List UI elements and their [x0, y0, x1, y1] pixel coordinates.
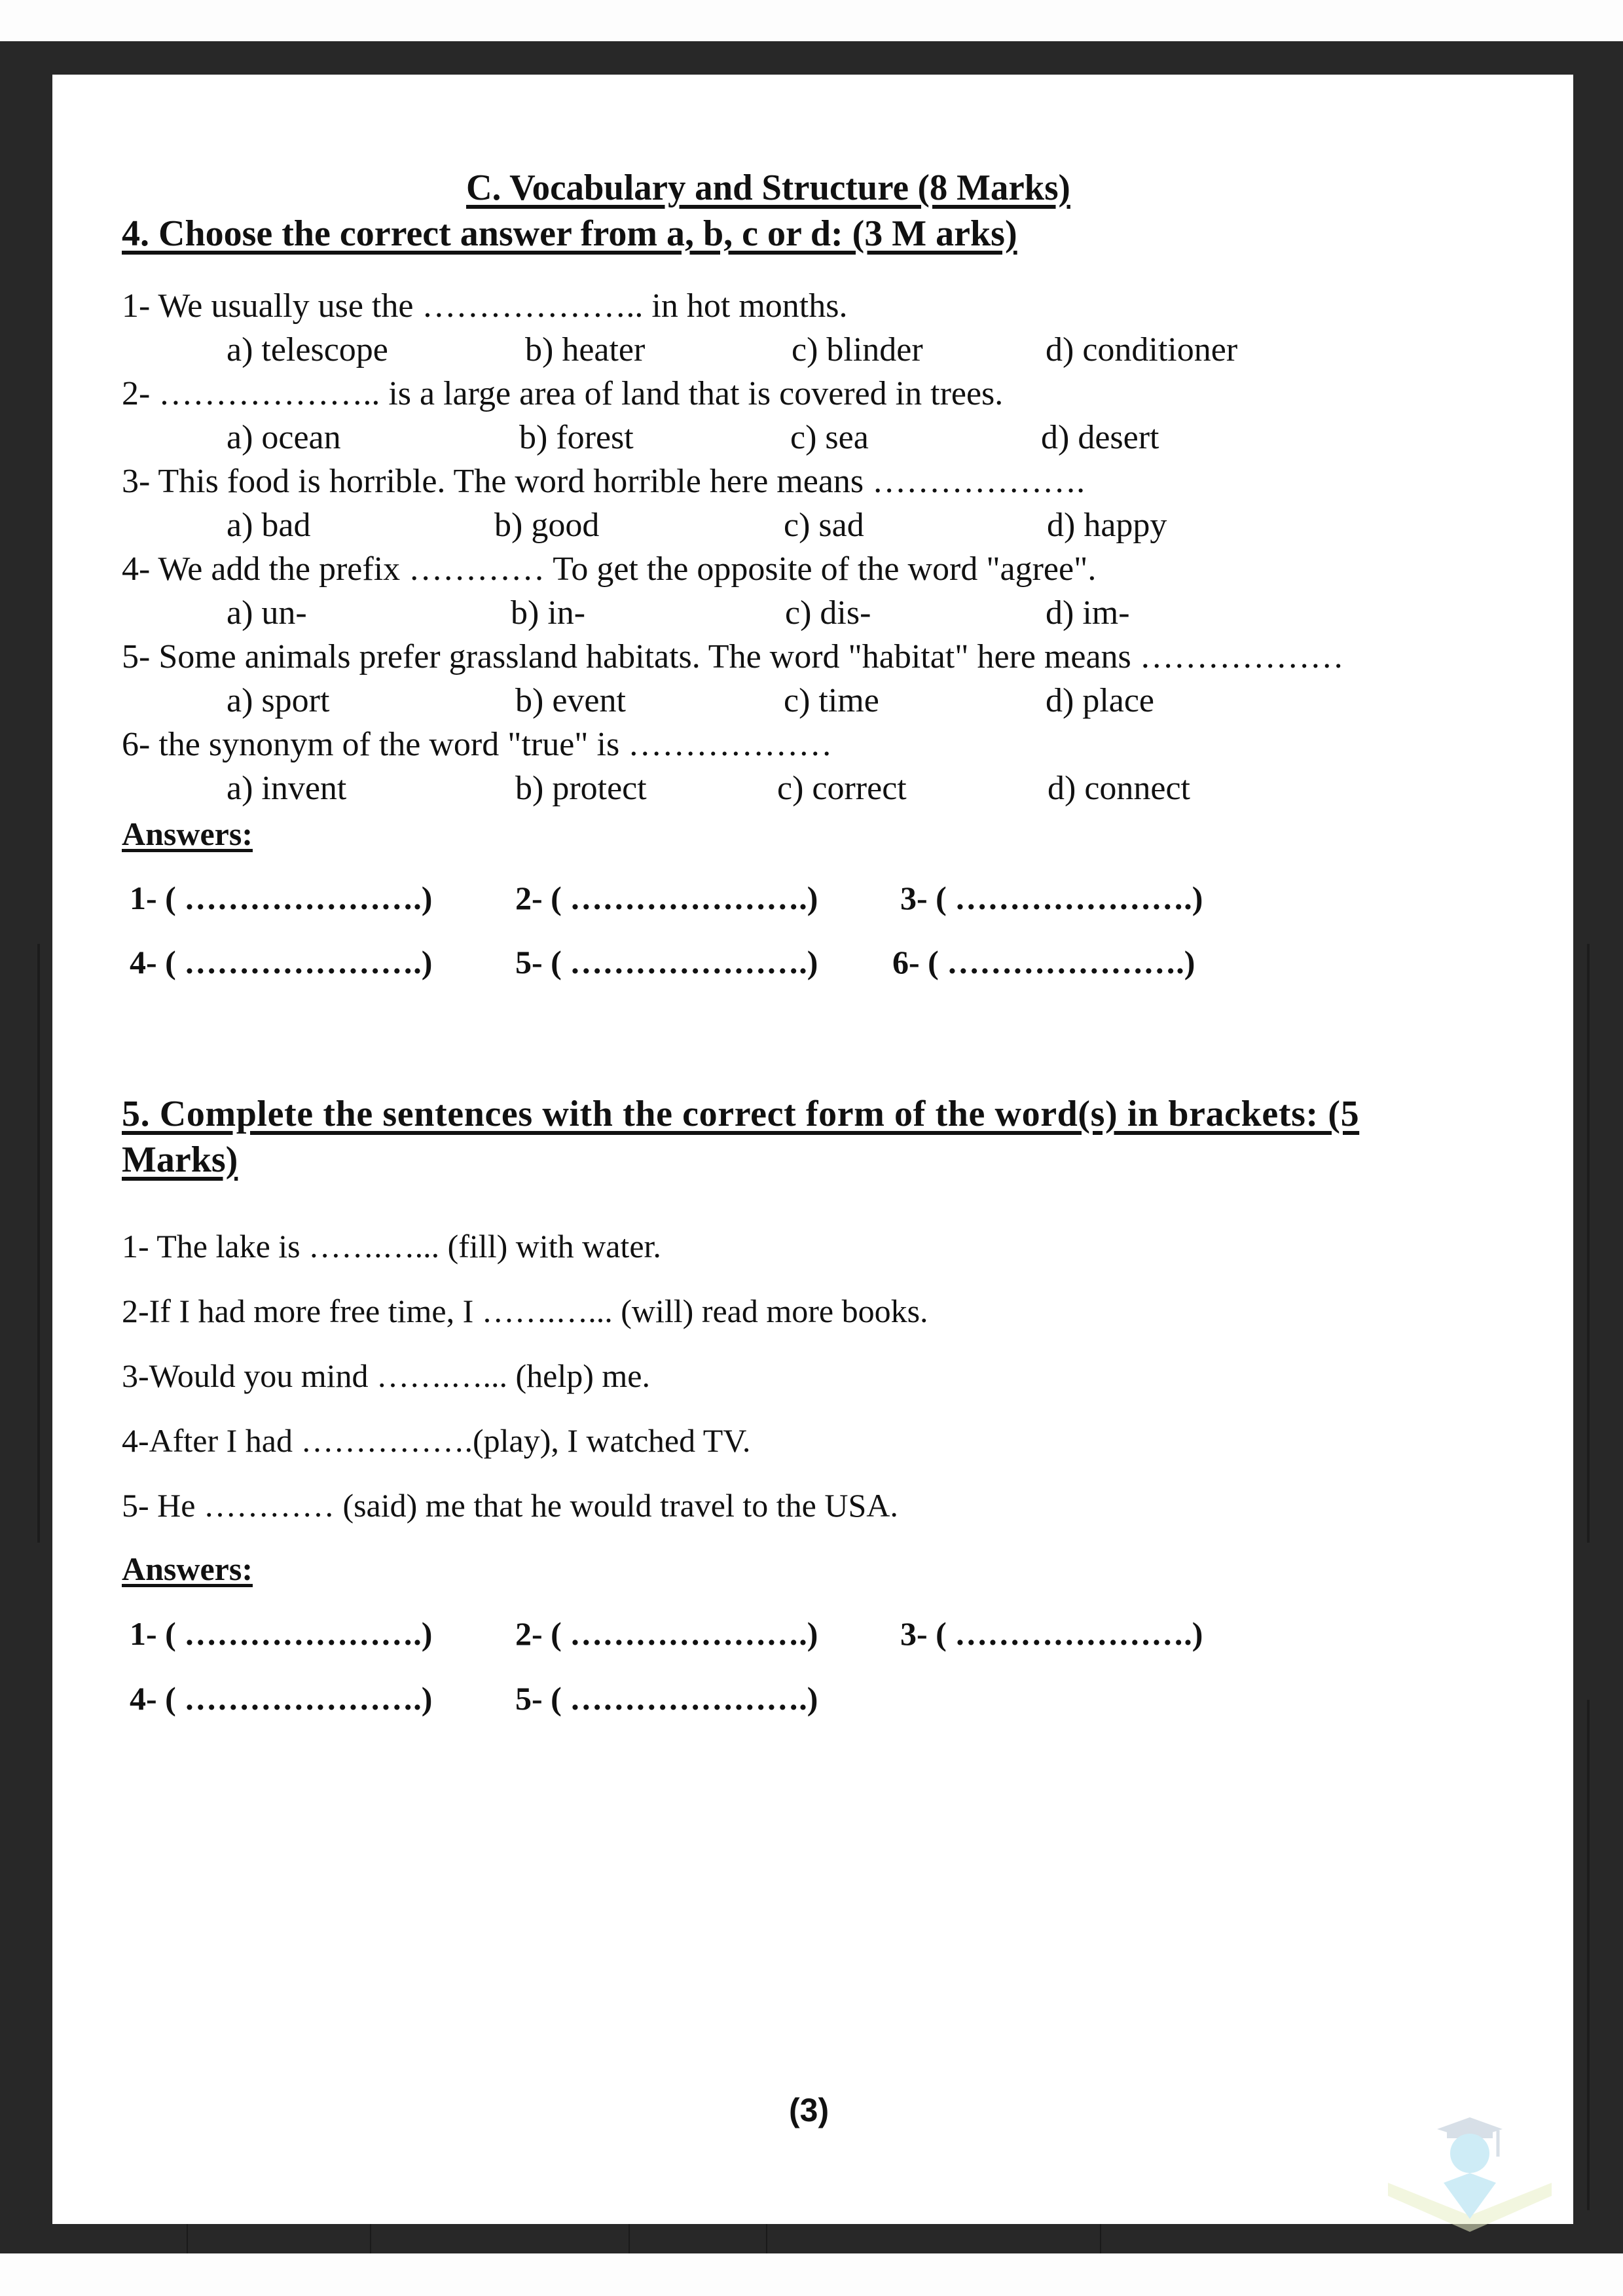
answer-slot-5[interactable]: 5- ( ………………….)	[515, 944, 818, 980]
frame-divider-right	[1587, 944, 1590, 1543]
frame-divider-bottom	[370, 2224, 371, 2253]
question-4-1: 1- We usually use the ……………….. in hot months.	[122, 287, 848, 325]
option-a: a) un-	[227, 594, 307, 632]
answer-slot-2[interactable]: 2- ( ………………….)	[515, 880, 818, 916]
frame-divider-left	[37, 944, 40, 1543]
option-c: c) time	[784, 682, 879, 719]
option-d: d) place	[1046, 682, 1155, 719]
answer-slot-1[interactable]: 1- ( ………………….)	[130, 880, 433, 916]
question-4-5: 5- Some animals prefer grassland habitats. The word "habitat" here means ………………	[122, 638, 1344, 675]
answer-slot-1[interactable]: 1- ( ………………….)	[130, 1615, 433, 1652]
question-4-3: 3- This food is horrible. The word horrible here means ……………….	[122, 463, 1085, 500]
option-c: c) sea	[790, 419, 869, 456]
answer-slot-4[interactable]: 4- ( ………………….)	[130, 944, 433, 980]
option-b: b) good	[494, 507, 600, 544]
option-a: a) invent	[227, 770, 347, 807]
option-b: b) event	[515, 682, 626, 719]
question-5-heading-cont: Marks)	[122, 1139, 238, 1180]
question-4-4: 4- We add the prefix ………… To get the opposite of the word "agree".	[122, 550, 1097, 588]
answer-slot-3[interactable]: 3- ( ………………….)	[900, 1615, 1203, 1652]
page-number: (3)	[789, 2092, 830, 2128]
option-a: a) telescope	[227, 331, 388, 368]
frame-divider-bottom	[187, 2224, 188, 2253]
option-c: c) blinder	[792, 331, 923, 368]
option-d: d) connect	[1048, 770, 1191, 807]
option-c: c) correct	[777, 770, 907, 807]
option-d: d) conditioner	[1046, 331, 1238, 368]
option-d: d) im-	[1046, 594, 1130, 632]
option-a: a) bad	[227, 507, 311, 544]
answer-slot-3[interactable]: 3- ( ………………….)	[900, 880, 1203, 916]
question-4-6: 6- the synonym of the word "true" is ………………	[122, 726, 833, 763]
answer-slot-4[interactable]: 4- ( ………………….)	[130, 1680, 433, 1717]
option-b: b) heater	[525, 331, 646, 368]
option-b: b) forest	[519, 419, 634, 456]
option-d: d) happy	[1047, 507, 1167, 544]
frame-divider-bottom	[629, 2224, 630, 2253]
sentence-5-3: 3-Would you mind …….…... (help) me.	[122, 1357, 650, 1394]
sentence-5-5: 5- He ………… (said) me that he would travel to the USA.	[122, 1487, 898, 1524]
graduate-book-logo-icon	[1381, 2111, 1558, 2255]
sentence-5-2: 2-If I had more free time, I …….…... (will) read more books.	[122, 1293, 928, 1329]
option-b: b) in-	[511, 594, 586, 632]
answer-slot-6[interactable]: 6- ( ………………….)	[892, 944, 1195, 980]
option-c: c) sad	[784, 507, 864, 544]
question-4-heading: 4. Choose the correct answer from a, b, c or d: (3 M arks)	[122, 213, 1017, 254]
option-b: b) protect	[515, 770, 647, 807]
option-c: c) dis-	[785, 594, 871, 632]
frame-divider-right-lower	[1587, 1700, 1590, 2210]
frame-divider-bottom	[766, 2224, 767, 2253]
frame-divider-bottom	[1100, 2224, 1101, 2253]
option-a: a) ocean	[227, 419, 341, 456]
question-4-2: 2- ……………….. is a large area of land that is covered in trees.	[122, 375, 1004, 412]
option-d: d) desert	[1041, 419, 1159, 456]
answer-slot-2[interactable]: 2- ( ………………….)	[515, 1615, 818, 1652]
question-5-heading: 5. Complete the sentences with the correct form of the word(s) in brackets: (5	[122, 1094, 1360, 1134]
sentence-5-1: 1- The lake is …….…... (fill) with water.	[122, 1228, 661, 1265]
sentence-5-4: 4-After I had …………….(play), I watched TV.	[122, 1422, 751, 1459]
section-title: C. Vocabulary and Structure (8 Marks)	[466, 168, 1070, 208]
answers-label: Answers:	[122, 816, 253, 852]
answers-label: Answers:	[122, 1551, 253, 1587]
option-a: a) sport	[227, 682, 330, 719]
answer-slot-5[interactable]: 5- ( ………………….)	[515, 1680, 818, 1717]
